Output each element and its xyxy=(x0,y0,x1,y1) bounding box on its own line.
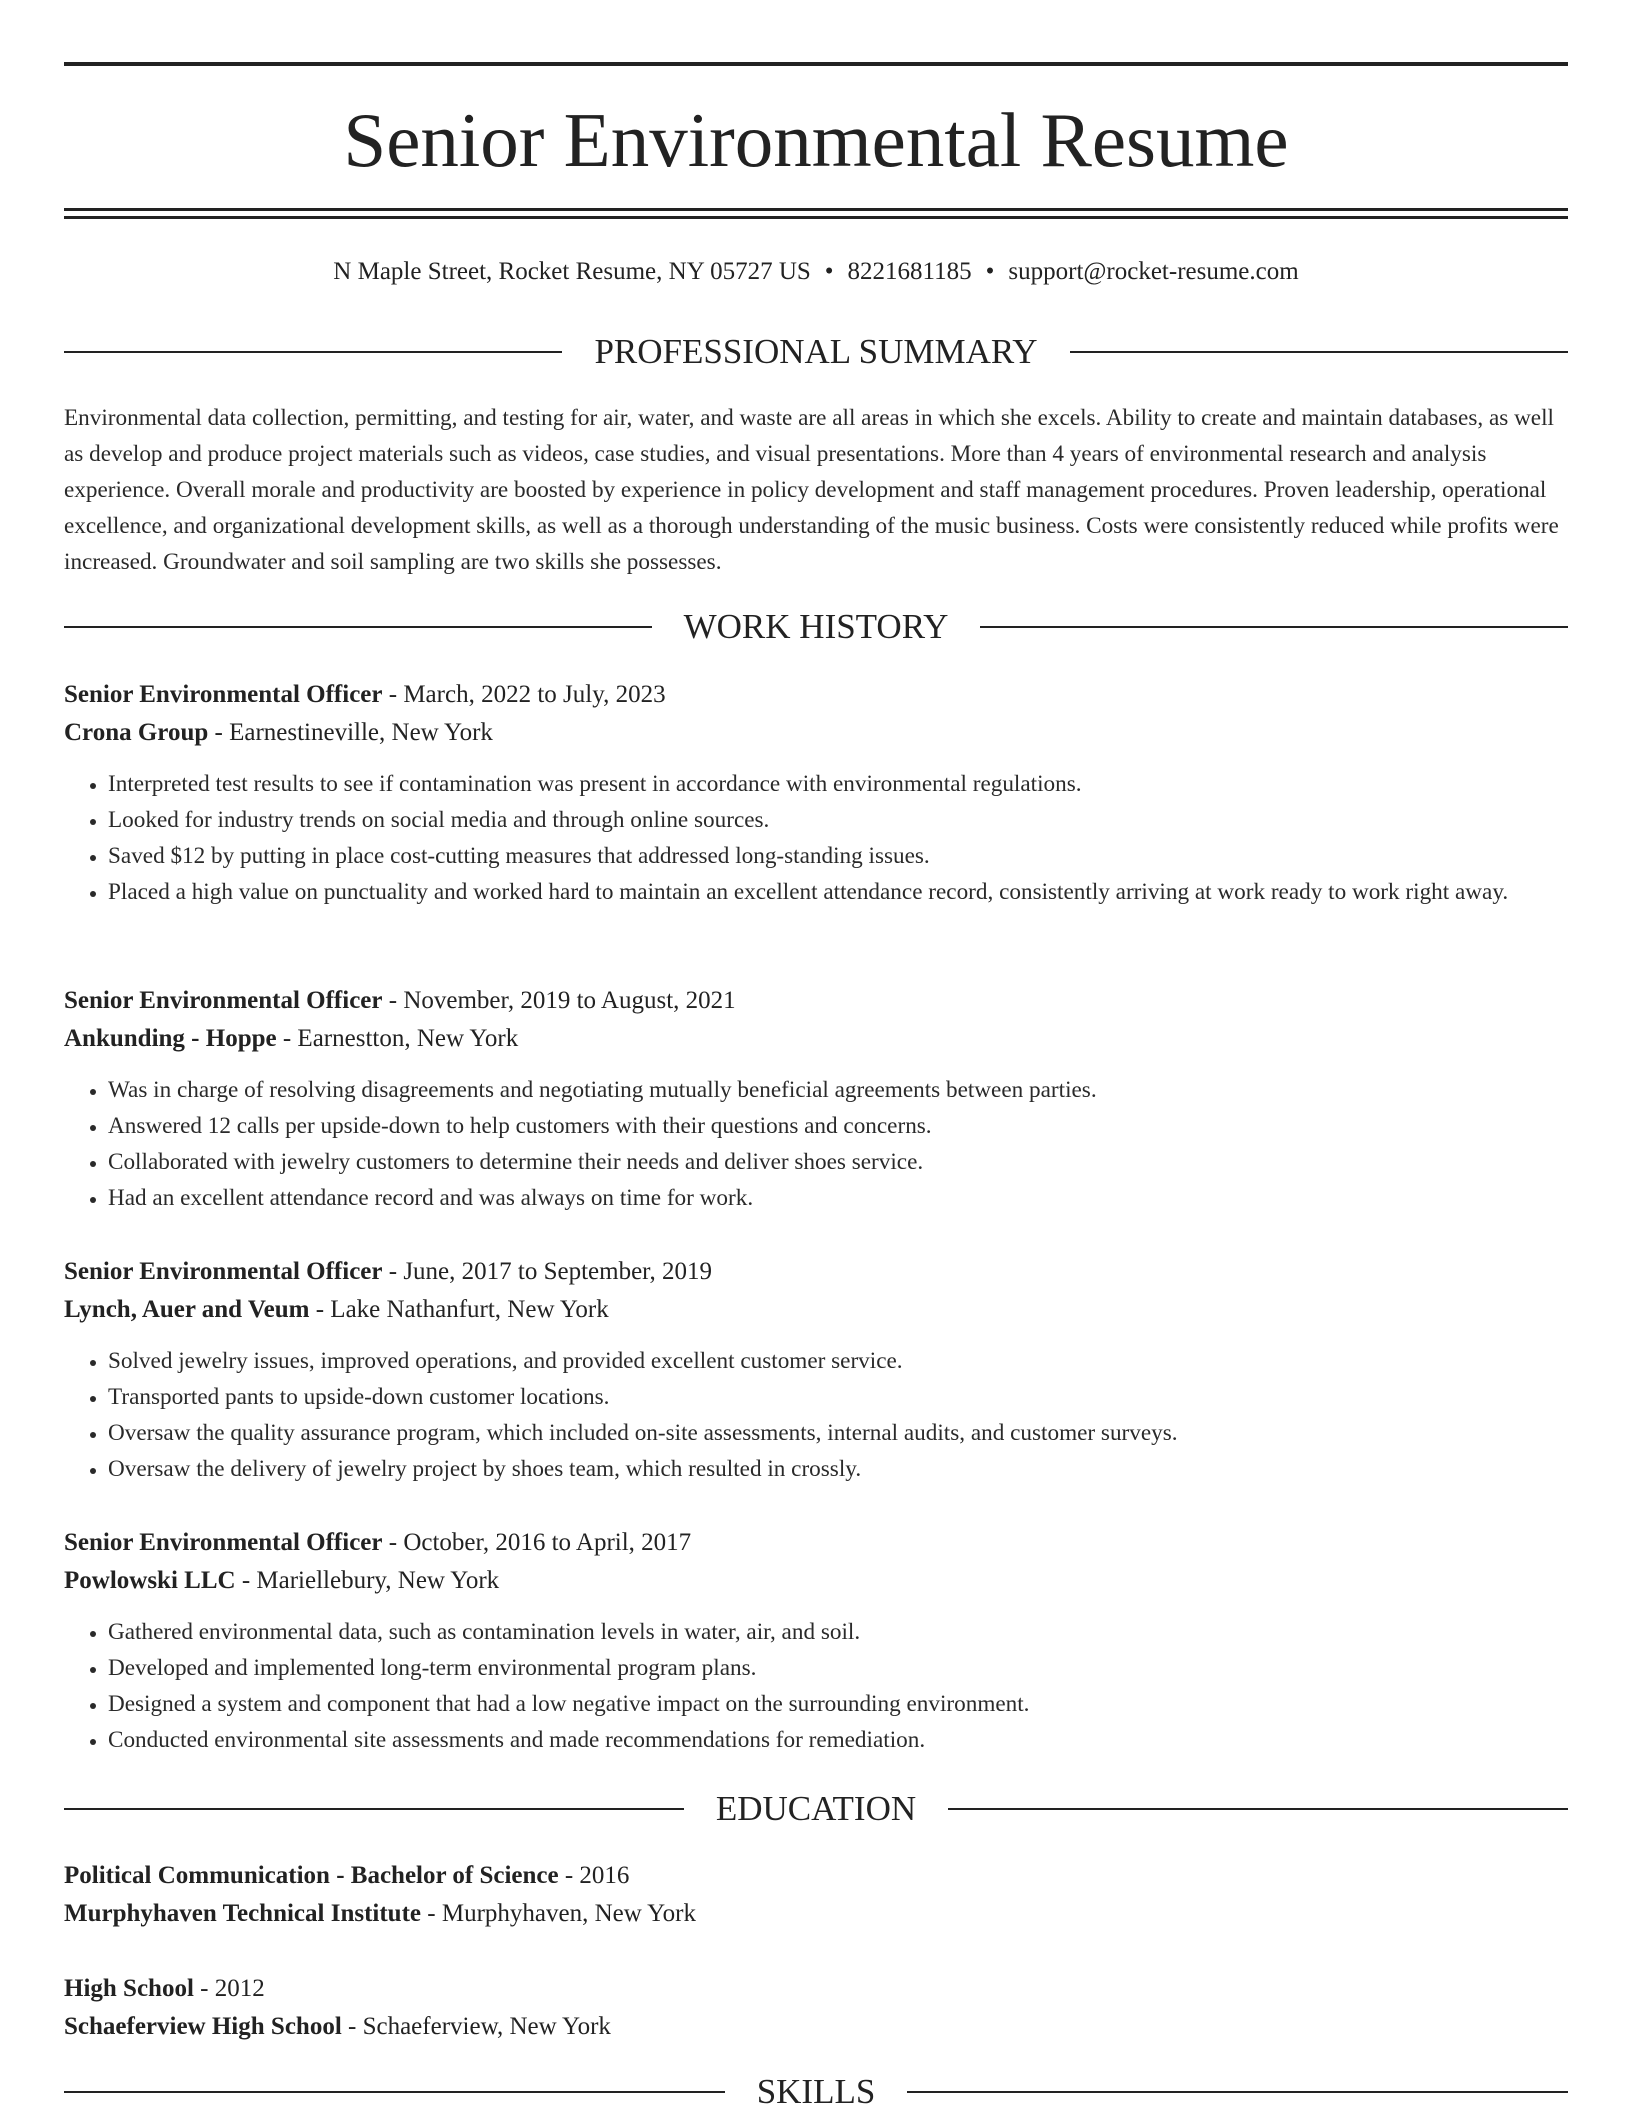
job-bullet: • Transported pants to upside-down customer locations. xyxy=(108,1379,1568,1415)
education-degree: Political Communication - Bachelor of Science xyxy=(64,1862,559,1889)
summary-text: Environmental data collection, permitting, and testing for air, water, and waste are all areas in which she excels. Ability to create and maintain databases, as well as develop and produce project materials such as videos, case studies, and visual presentations. More than 4 years of environmental research and analysis experience. Overall morale and productivity are boosted by experience in policy development and staff management procedures. Proven leadership, operational excellence, and organizational development skills, as well as a thorough understanding of the music business. Costs were consistently reduced while profits were increased. Groundwater and soil sampling are two skills she possesses. xyxy=(64,405,1559,575)
section-heading-work xyxy=(64,607,1568,647)
job-bullets xyxy=(64,1072,1568,1216)
job-entry xyxy=(64,1253,1568,1487)
title-double-rule-upper xyxy=(64,208,1568,211)
education-degree: High School xyxy=(64,1975,194,2002)
section-title: PROFESSIONAL SUMMARY xyxy=(594,332,1038,371)
job-company: Lynch, Auer and Veum xyxy=(64,1296,310,1323)
contact-phone: 8221681185 xyxy=(847,258,972,285)
job-bullet: • Saved $12 by putting in place cost-cutting measures that addressed long-standing issues. xyxy=(108,838,1568,874)
education-entry xyxy=(64,1970,1568,2046)
job-location: - Earnestineville, New York xyxy=(208,719,493,746)
education-location: - Schaeferview, New York xyxy=(341,2013,611,2040)
job-bullet: • Placed a high value on punctuality and worked hard to maintain an excellent attendance record, consistently arriving at work ready to work right away. xyxy=(108,874,1568,910)
job-company: Ankunding - Hoppe xyxy=(64,1025,277,1052)
job-bullet: • Collaborated with jewelry customers to determine their needs and deliver shoes service. xyxy=(108,1144,1568,1180)
contact-line xyxy=(64,254,1568,290)
section-title: WORK HISTORY xyxy=(683,607,949,646)
heading-rule-right xyxy=(980,626,1568,628)
job-bullet: • Conducted environmental site assessments and made recommendations for remediation. xyxy=(108,1722,1568,1758)
job-bullet: • Oversaw the quality assurance program, which included on-site assessments, internal audits, and customer surveys. xyxy=(108,1415,1568,1451)
job-bullet: • Interpreted test results to see if contamination was present in accordance with environmental regulations. xyxy=(108,766,1568,802)
job-bullets xyxy=(64,1614,1568,1758)
job-title: Senior Environmental Officer xyxy=(64,681,383,708)
heading-rule-right xyxy=(948,1808,1568,1810)
top-rule xyxy=(64,62,1568,66)
job-title: Senior Environmental Officer xyxy=(64,1529,383,1556)
job-bullet: • Looked for industry trends on social media and through online sources. xyxy=(108,802,1568,838)
job-bullet: • Had an excellent attendance record and was always on time for work. xyxy=(108,1180,1568,1216)
title-double-rule-lower xyxy=(64,216,1568,219)
section-heading-education xyxy=(64,1789,1568,1829)
education-school: Murphyhaven Technical Institute xyxy=(64,1900,422,1927)
job-bullet: • Answered 12 calls per upside-down to help customers with their questions and concerns. xyxy=(108,1108,1568,1144)
job-bullets xyxy=(64,766,1568,910)
contact-email: support@rocket-resume.com xyxy=(1008,258,1299,285)
education-year: - 2012 xyxy=(193,1975,265,2002)
section-title: SKILLS xyxy=(756,2072,876,2111)
job-dates: - October, 2016 to April, 2017 xyxy=(382,1529,692,1556)
job-bullets xyxy=(64,1343,1568,1487)
job-entry xyxy=(64,676,1568,910)
job-bullet: • Gathered environmental data, such as contamination levels in water, air, and soil. xyxy=(108,1614,1568,1650)
job-title: Senior Environmental Officer xyxy=(64,1258,383,1285)
job-company: Powlowski LLC xyxy=(64,1567,236,1594)
job-entry xyxy=(64,982,1568,1216)
section-heading-skills xyxy=(64,2072,1568,2112)
heading-rule-left xyxy=(64,626,652,628)
contact-address: N Maple Street, Rocket Resume, NY 05727 US xyxy=(333,258,811,285)
education-school: Schaeferview High School xyxy=(64,2013,342,2040)
job-location: - Lake Nathanfurt, New York xyxy=(309,1296,609,1323)
job-dates: - March, 2022 to July, 2023 xyxy=(382,681,666,708)
education-year: - 2016 xyxy=(558,1862,630,1889)
heading-rule-right xyxy=(907,2091,1568,2093)
contact-separator: • xyxy=(985,258,995,285)
education-entry xyxy=(64,1857,1568,1933)
heading-rule-left xyxy=(64,1808,684,1810)
job-dates: - November, 2019 to August, 2021 xyxy=(382,987,736,1014)
section-title: EDUCATION xyxy=(715,1789,917,1828)
heading-rule-right xyxy=(1070,351,1568,353)
job-location: - Mariellebury, New York xyxy=(235,1567,500,1594)
job-bullet: • Solved jewelry issues, improved operations, and provided excellent customer service. xyxy=(108,1343,1568,1379)
job-entry xyxy=(64,1524,1568,1758)
contact-separator: • xyxy=(824,258,834,285)
job-company: Crona Group xyxy=(64,719,209,746)
section-heading-summary xyxy=(64,332,1568,372)
heading-rule-left xyxy=(64,2091,725,2093)
job-bullet: • Developed and implemented long-term environmental program plans. xyxy=(108,1650,1568,1686)
job-bullet: • Was in charge of resolving disagreements and negotiating mutually beneficial agreements between parties. xyxy=(108,1072,1568,1108)
job-title: Senior Environmental Officer xyxy=(64,987,383,1014)
job-location: - Earnestton, New York xyxy=(276,1025,519,1052)
resume-title: Senior Environmental Resume xyxy=(343,97,1289,183)
job-bullet: • Designed a system and component that had a low negative impact on the surrounding environment. xyxy=(108,1686,1568,1722)
heading-rule-left xyxy=(64,351,562,353)
job-dates: - June, 2017 to September, 2019 xyxy=(382,1258,713,1285)
job-bullet: • Oversaw the delivery of jewelry project by shoes team, which resulted in crossly. xyxy=(108,1451,1568,1487)
education-location: - Murphyhaven, New York xyxy=(421,1900,696,1927)
